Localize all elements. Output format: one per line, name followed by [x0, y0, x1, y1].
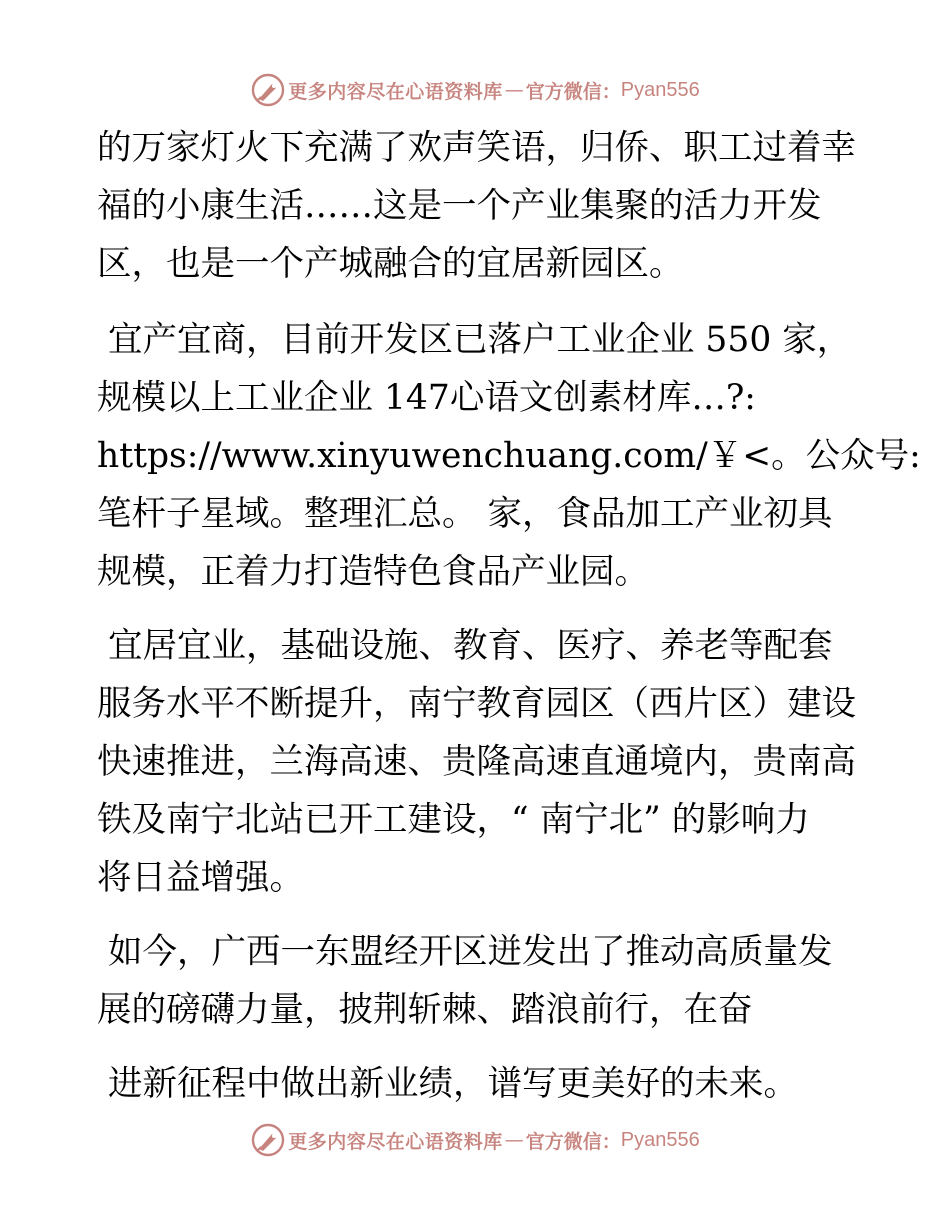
text-line: 规模，正着力打造特色食品产业园。	[97, 552, 649, 592]
text-line: 宜产宜商，目前开发区已落户工业企业 550 家，	[97, 320, 852, 360]
text-line: 福的小康生活……这是一个产业集聚的活力开发	[97, 186, 822, 226]
text-line: 快速推进，兰海高速、贵隆高速直通境内，贵南高	[97, 742, 856, 782]
text-line: 笔杆子星域。整理汇总。 家，食品加工产业初具	[97, 494, 833, 534]
text-line: 区，也是一个产城融合的宜居新园区。	[97, 244, 684, 284]
text-line: 宜居宜业，基础设施、教育、医疗、养老等配套	[97, 626, 833, 666]
text-line: 展的磅礴力量，披荆斩棘、踏浪前行，在奋	[97, 990, 753, 1030]
text-line: 如今，广西一东盟经开区迸发出了推动高质量发	[97, 932, 833, 972]
header-watermark	[0, 70, 950, 110]
text-line: 服务水平不断提升，南宁教育园区（西片区）建设	[97, 684, 856, 724]
text-line: 将日益增强。	[97, 858, 304, 898]
text-line: 铁及南宁北站已开工建设，“ 南宁北” 的影响力	[97, 800, 810, 840]
pen-nib-icon	[250, 72, 286, 108]
text-line: 规模以上工业企业 147心语文创素材库…?:	[97, 378, 756, 418]
watermark-separator: —	[504, 1129, 524, 1151]
watermark-text: 更多内容尽在心语资料库	[288, 1130, 503, 1153]
watermark-id: Pyan556	[620, 1128, 700, 1151]
footer-watermark	[0, 1120, 950, 1160]
text-line: https://www.xinyuwenchuang.com/￥<。公众号:	[97, 436, 921, 476]
watermark-label: 官方微信：	[525, 80, 621, 103]
text-line: 的万家灯火下充满了欢声笑语，归侨、职工过着幸	[97, 128, 856, 168]
watermark-id: Pyan556	[620, 78, 700, 101]
pen-nib-icon	[250, 1122, 286, 1158]
text-line: 进新征程中做出新业绩，谱写更美好的未来。	[97, 1064, 798, 1104]
watermark-label: 官方微信：	[525, 1130, 621, 1153]
watermark-text: 更多内容尽在心语资料库	[288, 80, 503, 103]
watermark-separator: —	[504, 79, 524, 101]
